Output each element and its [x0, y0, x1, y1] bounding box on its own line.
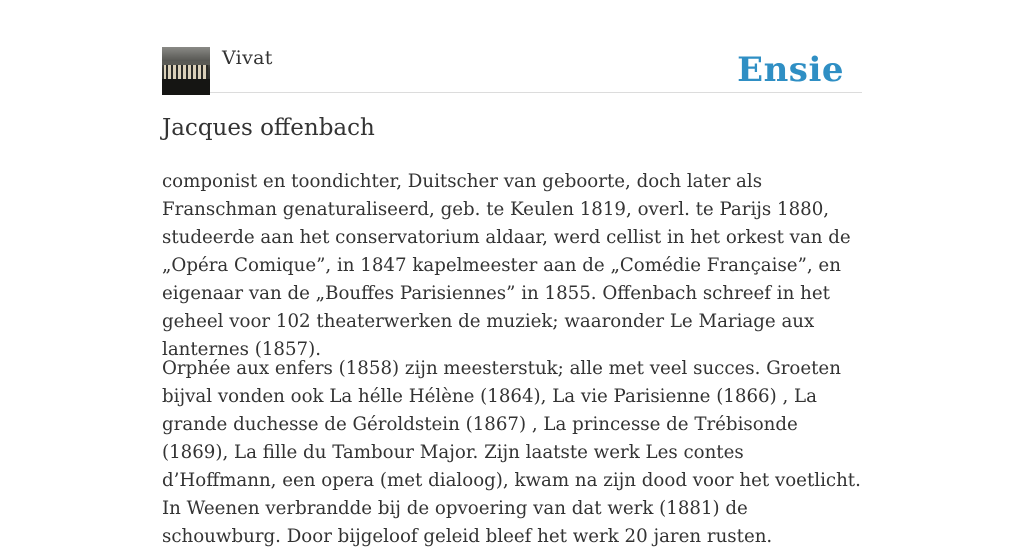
article-paragraph-2: Orphée aux enfers (1858) zijn meesterstuk; alle met veel succes. Groeten bijval vonden ook La hélle Hélène (1864), La vie Parisienne (1866) , La grande duchesse de Géroldstein (1867) , La princesse de Trébisonde (1869), La fille du Tambour Major. Zijn laatste werk Les contes d’Hoffmann, een opera (met dialoog), kwam na zijn dood voor het voetlicht. In Weenen verbrandde bij de opvoering van dat werk (1881) de schouwburg. Door bijgeloof geleid bleef het werk 20 jaren rusten.: [162, 358, 861, 547]
avatar[interactable]: [162, 47, 210, 95]
header: [162, 46, 862, 93]
article-paragraph-1: componist en toondichter, Duitscher van geboorte, doch later als Franschman genaturaliseerd, geb. te Keulen 1819, overl. te Parijs 1880, studeerde aan het conservatorium aldaar, werd cellist in het orkest van de „Opéra Comique”, in 1847 kapelmeester aan de „Comédie Française”, en eigenaar van de „Bouffes Parisiennes” in 1855. Offenbach schreef in het geheel voor 102 theaterwerken de muziek; waaronder Le Mariage aux lanternes (1857).: [162, 171, 851, 360]
article-title: Jacques offenbach: [162, 115, 375, 141]
typewriter-keys-icon: [162, 47, 210, 95]
author-name[interactable]: Vivat: [222, 47, 273, 69]
brand-logo[interactable]: Ensie: [737, 50, 844, 90]
